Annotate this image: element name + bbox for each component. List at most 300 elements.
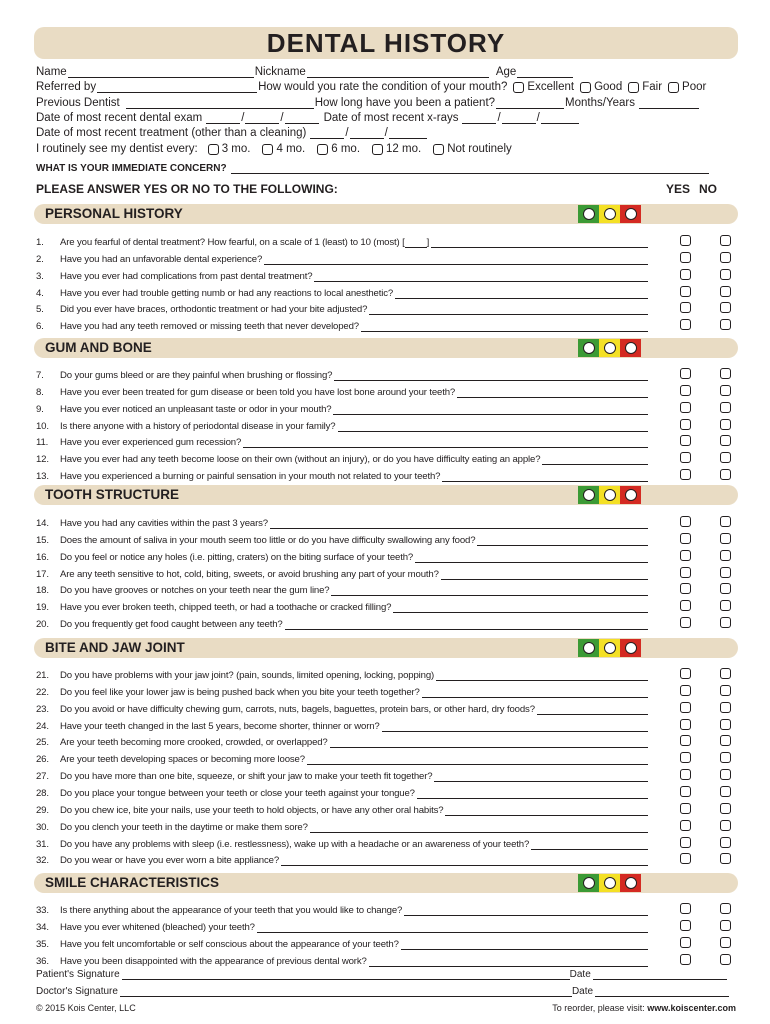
question-number: 5. xyxy=(36,304,44,316)
answer-boxes xyxy=(648,268,736,282)
question-row xyxy=(36,532,736,546)
answer-notes-line[interactable] xyxy=(270,519,648,529)
yes-checkbox[interactable] xyxy=(680,402,691,413)
green-light-circle[interactable] xyxy=(583,642,595,654)
no-checkbox[interactable] xyxy=(720,903,731,914)
question-text: Have you felt uncomfortable or self conscious about the appearance of your teeth? xyxy=(60,938,399,950)
section-header xyxy=(34,638,738,658)
question-number: 31. xyxy=(36,838,49,850)
green-light-circle[interactable] xyxy=(583,877,595,889)
patient-date-field[interactable] xyxy=(593,970,727,980)
question-number: 28. xyxy=(36,787,49,799)
question-row xyxy=(36,701,736,715)
question-text: Are your teeth becoming more crooked, crowded, or overlapped? xyxy=(60,737,328,749)
no-checkbox[interactable] xyxy=(720,385,731,396)
routine-not-routinely-checkbox[interactable] xyxy=(433,144,444,155)
immediate-concern-label: WHAT IS YOUR IMMEDIATE CONCERN? xyxy=(36,163,227,174)
answer-boxes xyxy=(648,234,736,248)
answer-notes-line[interactable] xyxy=(331,586,648,596)
answer-boxes xyxy=(648,667,736,681)
question-text: Is there anything about the appearance of your teeth that you would like to change? xyxy=(60,905,403,916)
question-number: 20. xyxy=(36,619,49,631)
answer-notes-line[interactable] xyxy=(531,840,648,850)
question-row xyxy=(36,301,736,315)
question-text: Have you ever whitened (bleached) your teeth? xyxy=(60,921,255,933)
routine-option-6mo: 6 mo. xyxy=(331,143,361,155)
answer-boxes xyxy=(648,718,736,732)
answer-notes-line[interactable] xyxy=(382,722,648,732)
question-number: 32. xyxy=(36,855,49,867)
question-text: Does the amount of saliva in your mouth seem too little or do you have difficulty swallowing any food? xyxy=(60,534,476,546)
yes-checkbox[interactable] xyxy=(680,617,691,628)
green-light-circle[interactable] xyxy=(583,208,595,220)
section-title: BITE AND JAW JOINT xyxy=(45,640,185,655)
answer-boxes xyxy=(648,701,736,715)
answer-notes-line[interactable] xyxy=(310,823,648,833)
no-checkbox[interactable] xyxy=(720,402,731,413)
age-field[interactable] xyxy=(517,67,573,78)
question-number: 6. xyxy=(36,321,44,333)
no-checkbox[interactable] xyxy=(720,786,731,797)
question-text: Do you feel like your lower jaw is being pushed back when you bite your teeth together? xyxy=(60,686,420,698)
no-checkbox[interactable] xyxy=(720,702,731,713)
nickname-field[interactable] xyxy=(307,67,489,78)
yes-checkbox[interactable] xyxy=(680,719,691,730)
no-checkbox[interactable] xyxy=(720,533,731,544)
question-row xyxy=(36,515,736,529)
answer-notes-line[interactable] xyxy=(338,422,649,432)
question-text: Do you clench your teeth in the daytime or make them sore? xyxy=(60,821,308,833)
answer-notes-line[interactable] xyxy=(307,755,648,765)
date-separator: / xyxy=(241,112,245,124)
answer-notes-line[interactable] xyxy=(417,789,648,799)
question-text: Do you have more than one bite, squeeze, or shift your jaw to make your teeth fit together? xyxy=(60,771,433,783)
question-text: Did you ever have braces, orthodontic treatment or had your bite adjusted? xyxy=(60,304,368,316)
question-number: 17. xyxy=(36,568,49,580)
yes-checkbox[interactable] xyxy=(680,837,691,848)
yes-checkbox[interactable] xyxy=(680,853,691,864)
red-light-circle[interactable] xyxy=(625,489,637,501)
question-number: 7. xyxy=(36,370,44,381)
condition-fair-checkbox[interactable] xyxy=(628,82,639,93)
no-checkbox[interactable] xyxy=(720,286,731,297)
xrays-year-field[interactable] xyxy=(541,113,579,124)
routine-option-not-routinely: Not routinely xyxy=(447,143,512,155)
question-text: Do you wear or have you ever worn a bite appliance? xyxy=(60,855,280,867)
doctor-date-label: Date xyxy=(571,986,594,997)
question-row xyxy=(36,836,736,850)
yes-checkbox[interactable] xyxy=(680,803,691,814)
patient-info-line-4 xyxy=(36,110,580,124)
no-checkbox[interactable] xyxy=(720,685,731,696)
answer-notes-line[interactable] xyxy=(431,238,648,248)
question-text: Do you avoid or have difficulty chewing gum, carrots, nuts, bagels, baguettes, protein bars, or other hard, dry foods? xyxy=(60,703,535,715)
question-number: 36. xyxy=(36,955,49,967)
yellow-light xyxy=(599,486,620,504)
no-checkbox[interactable] xyxy=(720,954,731,965)
yes-checkbox[interactable] xyxy=(680,954,691,965)
no-checkbox[interactable] xyxy=(720,319,731,330)
condition-excellent-checkbox[interactable] xyxy=(513,82,524,93)
traffic-light-indicator xyxy=(578,205,641,223)
question-number: 4. xyxy=(36,287,44,299)
doctor-signature-row xyxy=(36,984,738,997)
answer-notes-line[interactable] xyxy=(542,455,648,465)
recent-treatment-label: Date of most recent treatment (other than a cleaning) xyxy=(36,127,307,139)
yes-checkbox[interactable] xyxy=(680,550,691,561)
xrays-day-field[interactable] xyxy=(502,113,536,124)
answer-notes-line[interactable] xyxy=(314,272,648,282)
no-checkbox[interactable] xyxy=(720,567,731,578)
answer-boxes xyxy=(648,367,736,381)
doctor-signature-label: Doctor's Signature xyxy=(36,986,118,997)
yes-checkbox[interactable] xyxy=(680,937,691,948)
question-row xyxy=(36,566,736,580)
xrays-month-field[interactable] xyxy=(462,113,496,124)
name-field[interactable] xyxy=(68,67,254,78)
answer-boxes xyxy=(648,384,736,398)
condition-good-checkbox[interactable] xyxy=(580,82,591,93)
question-row xyxy=(36,819,736,833)
condition-option-poor: Poor xyxy=(682,81,707,93)
answer-boxes xyxy=(648,953,736,967)
yes-checkbox[interactable] xyxy=(680,516,691,527)
patient-info-line-5 xyxy=(36,125,428,139)
exam-day-field[interactable] xyxy=(245,113,279,124)
yes-checkbox[interactable] xyxy=(680,685,691,696)
yes-checkbox[interactable] xyxy=(680,419,691,430)
reorder-note xyxy=(552,1003,736,1013)
no-checkbox[interactable] xyxy=(720,516,731,527)
question-text: Have you ever broken teeth, chipped teeth, or had a toothache or cracked filling? xyxy=(60,602,392,614)
no-checkbox[interactable] xyxy=(720,803,731,814)
yes-checkbox[interactable] xyxy=(680,385,691,396)
red-light-circle[interactable] xyxy=(625,877,637,889)
no-checkbox[interactable] xyxy=(720,719,731,730)
answer-notes-line[interactable] xyxy=(361,322,648,332)
section-header xyxy=(34,485,738,505)
answer-boxes xyxy=(648,852,736,866)
yes-checkbox[interactable] xyxy=(680,319,691,330)
question-text-suffix: ] xyxy=(426,237,430,248)
answer-boxes xyxy=(648,285,736,299)
answer-boxes xyxy=(648,401,736,415)
red-light xyxy=(620,486,641,504)
red-light-circle[interactable] xyxy=(625,342,637,354)
previous-dentist-field[interactable] xyxy=(126,98,314,109)
yes-checkbox[interactable] xyxy=(680,435,691,446)
green-light xyxy=(578,874,599,892)
yes-checkbox[interactable] xyxy=(680,752,691,763)
condition-poor-checkbox[interactable] xyxy=(668,82,679,93)
condition-option-good: Good xyxy=(594,81,623,93)
question-row xyxy=(36,718,736,732)
no-checkbox[interactable] xyxy=(720,469,731,480)
question-row xyxy=(36,251,736,265)
no-checkbox[interactable] xyxy=(720,920,731,931)
yes-checkbox[interactable] xyxy=(680,903,691,914)
routine-option-12mo: 12 mo. xyxy=(386,143,422,155)
yellow-light-circle[interactable] xyxy=(604,489,616,501)
answer-notes-line[interactable] xyxy=(415,553,648,563)
referred-by-label: Referred by xyxy=(36,81,97,93)
yes-checkbox[interactable] xyxy=(680,302,691,313)
red-light xyxy=(620,205,641,223)
routine-option-4mo: 4 mo. xyxy=(276,143,306,155)
patient-signature-label: Patient's Signature xyxy=(36,969,120,980)
copyright: © 2015 Kois Center, LLC xyxy=(36,1003,136,1013)
question-row xyxy=(36,684,736,698)
months-years-field[interactable] xyxy=(639,98,699,109)
answer-notes-line[interactable] xyxy=(422,688,648,698)
question-row xyxy=(36,667,736,681)
no-checkbox[interactable] xyxy=(720,435,731,446)
answer-notes-line[interactable] xyxy=(393,603,648,613)
how-long-label: How long have you been a patient? xyxy=(314,97,496,109)
no-checkbox[interactable] xyxy=(720,235,731,246)
no-checkbox[interactable] xyxy=(720,853,731,864)
treatment-month-field[interactable] xyxy=(310,128,344,139)
question-text: Have you ever been treated for gum disease or been told you have lost bone around your teeth? xyxy=(60,386,456,398)
question-text: Are any teeth sensitive to hot, cold, biting, sweets, or avoid brushing any part of your mouth? xyxy=(60,568,439,580)
question-row xyxy=(36,751,736,765)
age-label: Age xyxy=(495,66,517,78)
answer-notes-line[interactable] xyxy=(281,856,648,866)
answer-notes-line[interactable] xyxy=(257,923,648,933)
answer-notes-line[interactable] xyxy=(434,772,648,782)
yes-checkbox[interactable] xyxy=(680,452,691,463)
yes-checkbox[interactable] xyxy=(680,469,691,480)
no-checkbox[interactable] xyxy=(720,550,731,561)
yes-checkbox[interactable] xyxy=(680,769,691,780)
answer-boxes xyxy=(648,468,736,482)
answer-notes-line[interactable] xyxy=(457,388,648,398)
no-checkbox[interactable] xyxy=(720,583,731,594)
doctor-date-field[interactable] xyxy=(595,987,729,997)
red-light xyxy=(620,874,641,892)
question-number: 13. xyxy=(36,471,49,483)
question-row xyxy=(36,734,736,748)
red-light-circle[interactable] xyxy=(625,642,637,654)
treatment-year-field[interactable] xyxy=(389,128,427,139)
form-title: DENTAL HISTORY xyxy=(266,27,506,58)
yes-checkbox[interactable] xyxy=(680,668,691,679)
question-number: 14. xyxy=(36,518,49,529)
reorder-link[interactable]: www.koiscenter.com xyxy=(647,1003,736,1013)
question-number: 10. xyxy=(36,420,49,432)
no-checkbox[interactable] xyxy=(720,419,731,430)
question-number: 21. xyxy=(36,670,49,681)
yellow-light-circle[interactable] xyxy=(604,342,616,354)
yellow-light xyxy=(599,339,620,357)
exam-year-field[interactable] xyxy=(285,113,319,124)
question-number: 16. xyxy=(36,551,49,563)
question-row xyxy=(36,785,736,799)
yellow-light xyxy=(599,639,620,657)
no-checkbox[interactable] xyxy=(720,769,731,780)
immediate-concern-field[interactable] xyxy=(231,165,709,174)
condition-question: How would you rate the condition of your mouth? xyxy=(258,81,508,93)
question-text: Do your gums bleed or are they painful when brushing or flossing? xyxy=(60,370,333,381)
recent-exam-label: Date of most recent dental exam xyxy=(36,112,203,124)
question-row xyxy=(36,599,736,613)
no-checkbox[interactable] xyxy=(720,600,731,611)
answer-notes-line[interactable] xyxy=(404,906,648,916)
answer-notes-line[interactable] xyxy=(369,305,648,315)
answer-boxes xyxy=(648,768,736,782)
answer-notes-line[interactable] xyxy=(334,371,648,381)
routine-6mo-checkbox[interactable] xyxy=(317,144,328,155)
no-checkbox[interactable] xyxy=(720,617,731,628)
question-number: 34. xyxy=(36,921,49,933)
routine-3mo-checkbox[interactable] xyxy=(208,144,219,155)
question-number: 8. xyxy=(36,386,44,398)
yes-checkbox[interactable] xyxy=(680,286,691,297)
yes-checkbox[interactable] xyxy=(680,820,691,831)
answer-boxes xyxy=(648,785,736,799)
referred-by-field[interactable] xyxy=(97,82,257,93)
no-checkbox[interactable] xyxy=(720,937,731,948)
months-years-label: Months/Years xyxy=(565,97,635,109)
question-text: Do you have grooves or notches on your teeth near the gum line? xyxy=(60,585,330,597)
answer-notes-line[interactable] xyxy=(436,671,648,681)
question-number: 30. xyxy=(36,821,49,833)
question-text: Have you ever had complications from past dental treatment? xyxy=(60,270,313,282)
patient-info-line-6 xyxy=(36,141,512,155)
answer-boxes xyxy=(648,251,736,265)
answer-boxes xyxy=(648,751,736,765)
answer-notes-line[interactable] xyxy=(401,940,648,950)
question-number: 33. xyxy=(36,905,49,916)
question-number: 12. xyxy=(36,454,49,466)
no-checkbox[interactable] xyxy=(720,368,731,379)
yes-checkbox[interactable] xyxy=(680,600,691,611)
question-row xyxy=(36,802,736,816)
fear-scale-field[interactable] xyxy=(405,238,427,248)
question-text: Have you experienced a burning or painful sensation in your mouth not related to your teeth? xyxy=(60,471,441,483)
answer-boxes xyxy=(648,836,736,850)
yes-checkbox[interactable] xyxy=(680,252,691,263)
section-title: TOOTH STRUCTURE xyxy=(45,487,179,502)
routine-label: I routinely see my dentist every: xyxy=(36,143,198,155)
answer-notes-line[interactable] xyxy=(441,570,648,580)
answer-notes-line[interactable] xyxy=(395,289,648,299)
question-row xyxy=(36,318,736,332)
no-checkbox[interactable] xyxy=(720,820,731,831)
answer-notes-line[interactable] xyxy=(537,705,648,715)
answer-notes-line[interactable] xyxy=(442,472,648,482)
no-checkbox[interactable] xyxy=(720,735,731,746)
answer-boxes xyxy=(648,434,736,448)
answer-notes-line[interactable] xyxy=(285,620,648,630)
yes-checkbox[interactable] xyxy=(680,368,691,379)
question-row xyxy=(36,285,736,299)
yes-checkbox[interactable] xyxy=(680,533,691,544)
yes-checkbox[interactable] xyxy=(680,583,691,594)
answer-notes-line[interactable] xyxy=(369,957,648,967)
green-light-circle[interactable] xyxy=(583,342,595,354)
answer-notes-line[interactable] xyxy=(264,255,648,265)
patient-date-label: Date xyxy=(569,969,591,980)
treatment-day-field[interactable] xyxy=(350,128,384,139)
question-text: Have your teeth changed in the last 5 years, become shorter, thinner or worn? xyxy=(60,720,380,732)
green-light-circle[interactable] xyxy=(583,489,595,501)
traffic-light-indicator xyxy=(578,639,641,657)
yes-checkbox[interactable] xyxy=(680,786,691,797)
red-light xyxy=(620,639,641,657)
question-number: 26. xyxy=(36,754,49,766)
answer-boxes xyxy=(648,684,736,698)
question-number: 2. xyxy=(36,253,44,265)
question-row xyxy=(36,384,736,398)
answer-notes-line[interactable] xyxy=(333,405,648,415)
no-checkbox[interactable] xyxy=(720,252,731,263)
question-text: Have you ever had trouble getting numb or had any reactions to local anesthetic? xyxy=(60,287,394,299)
yellow-light-circle[interactable] xyxy=(604,208,616,220)
question-number: 22. xyxy=(36,686,49,698)
no-checkbox[interactable] xyxy=(720,837,731,848)
question-row xyxy=(36,434,736,448)
section-title: PERSONAL HISTORY xyxy=(45,206,183,221)
exam-month-field[interactable] xyxy=(206,113,240,124)
answer-notes-line[interactable] xyxy=(477,536,648,546)
question-number: 15. xyxy=(36,534,49,546)
question-text: Have you had any teeth removed or missing teeth that never developed? xyxy=(60,321,359,333)
date-separator: / xyxy=(384,127,388,139)
question-text: Have you ever had any teeth become loose on their own (without an injury), or do you have difficulty eating an apple? xyxy=(60,454,541,466)
routine-12mo-checkbox[interactable] xyxy=(372,144,383,155)
traffic-light-indicator xyxy=(578,874,641,892)
section-title: SMILE CHARACTERISTICS xyxy=(45,875,220,890)
no-checkbox[interactable] xyxy=(720,302,731,313)
no-checkbox[interactable] xyxy=(720,452,731,463)
question-row xyxy=(36,936,736,950)
answer-notes-line[interactable] xyxy=(330,738,648,748)
no-checkbox[interactable] xyxy=(720,269,731,280)
answer-boxes xyxy=(648,515,736,529)
no-checkbox[interactable] xyxy=(720,752,731,763)
routine-4mo-checkbox[interactable] xyxy=(262,144,273,155)
question-text: Do you feel or notice any holes (i.e. pitting, craters) on the biting surface of your teeth? xyxy=(60,551,414,563)
answer-boxes xyxy=(648,819,736,833)
doctor-signature-field[interactable] xyxy=(120,987,572,997)
patient-info-line-3 xyxy=(36,95,700,109)
question-text: Are you fearful of dental treatment? How fearful, on a scale of 1 (least) to 10 (most) [ xyxy=(60,237,405,248)
red-light-circle[interactable] xyxy=(625,208,637,220)
green-light xyxy=(578,339,599,357)
yes-checkbox[interactable] xyxy=(680,235,691,246)
how-long-field[interactable] xyxy=(496,98,564,109)
yellow-light xyxy=(599,205,620,223)
yes-checkbox[interactable] xyxy=(680,269,691,280)
yes-checkbox[interactable] xyxy=(680,920,691,931)
question-number: 19. xyxy=(36,602,49,614)
yes-checkbox[interactable] xyxy=(680,702,691,713)
yellow-light-circle[interactable] xyxy=(604,877,616,889)
answer-notes-line[interactable] xyxy=(243,438,648,448)
no-checkbox[interactable] xyxy=(720,668,731,679)
yes-checkbox[interactable] xyxy=(680,735,691,746)
name-label: Name xyxy=(36,66,67,78)
yellow-light-circle[interactable] xyxy=(604,642,616,654)
answer-boxes xyxy=(648,318,736,332)
section-header xyxy=(34,873,738,893)
answer-notes-line[interactable] xyxy=(445,806,648,816)
question-number: 25. xyxy=(36,737,49,749)
yes-checkbox[interactable] xyxy=(680,567,691,578)
patient-signature-field[interactable] xyxy=(122,970,570,980)
answer-boxes xyxy=(648,599,736,613)
